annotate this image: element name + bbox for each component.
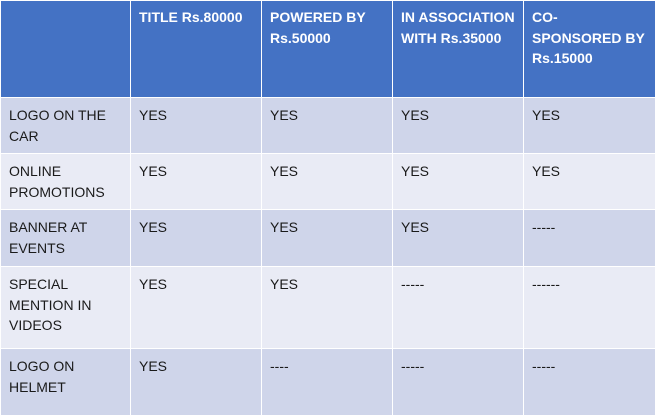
table-cell: YES — [524, 98, 655, 154]
header-row — [1, 1, 655, 98]
table-cell: YES — [262, 154, 393, 210]
table-cell: YES — [393, 210, 524, 267]
table-cell: YES — [262, 98, 393, 154]
tier-header-powered-by: POWERED BY Rs.50000 — [262, 1, 393, 98]
table-cell: YES — [262, 267, 393, 349]
table-row — [1, 267, 655, 349]
table-cell: YES — [524, 154, 655, 210]
table-cell: YES — [131, 267, 262, 349]
row-label: ONLINE PROMOTIONS — [1, 154, 131, 210]
table-cell: YES — [131, 154, 262, 210]
table-cell: YES — [131, 210, 262, 267]
table-cell: ------ — [524, 267, 655, 349]
corner-cell — [1, 1, 131, 98]
table-row — [1, 349, 655, 416]
row-label: BANNER AT EVENTS — [1, 210, 131, 267]
row-label: SPECIAL MENTION IN VIDEOS — [1, 267, 131, 349]
row-label: LOGO ON THE CAR — [1, 98, 131, 154]
table-cell: YES — [131, 98, 262, 154]
table-row — [1, 154, 655, 210]
table-cell: ----- — [393, 267, 524, 349]
table-cell: ----- — [524, 210, 655, 267]
table-cell: YES — [393, 154, 524, 210]
table-row — [1, 98, 655, 154]
row-label: LOGO ON HELMET — [1, 349, 131, 416]
table-row — [1, 210, 655, 267]
table-cell: YES — [393, 98, 524, 154]
table-cell: ---- — [262, 349, 393, 416]
tier-header-in-association-with: IN ASSOCIATION WITH Rs.35000 — [393, 1, 524, 98]
tier-header-co-sponsored-by: CO-SPONSORED BY Rs.15000 — [524, 1, 655, 98]
table-cell: ----- — [393, 349, 524, 416]
table-cell: YES — [131, 349, 262, 416]
table-cell: YES — [262, 210, 393, 267]
table-cell: ----- — [524, 349, 655, 416]
tier-header-title: TITLE Rs.80000 — [131, 1, 262, 98]
